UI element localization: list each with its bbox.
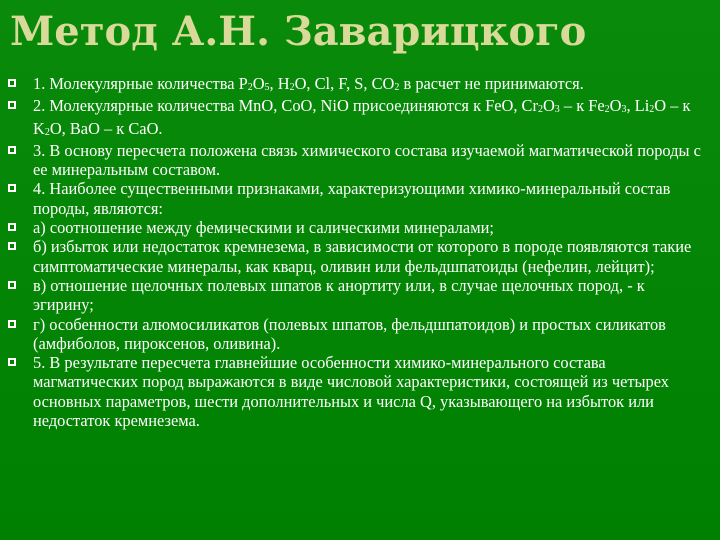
- subscript-text: 5: [264, 82, 270, 93]
- square-bullet-icon: [8, 79, 16, 87]
- item-text: в) отношение щелочных полевых шпатов к анортиту или, в случае щелочных пород, - к эгирину;: [33, 275, 645, 315]
- item-text: O: [252, 74, 265, 93]
- square-bullet-icon: [8, 101, 16, 109]
- item-text: O, BaO – к CaO.: [49, 118, 163, 138]
- subscript-text: 2: [394, 82, 400, 93]
- bullet-list: [0, 74, 720, 430]
- item-text: г) особенности алюмосиликатов (полевых шпатов, фельдшпатоидов) и простых силикатов (амфиболов, пироксенов, оливина).: [33, 314, 666, 353]
- square-bullet-icon: [8, 320, 16, 328]
- subscript-text: 2: [44, 126, 50, 138]
- list-item: [0, 141, 720, 180]
- list-item: [0, 74, 720, 96]
- item-text: O: [542, 96, 555, 116]
- subscript-text: 2: [604, 104, 610, 116]
- square-bullet-icon: [8, 358, 16, 366]
- item-text: O, Cl, F, S, CO: [294, 74, 395, 93]
- item-text: – к Fe: [559, 96, 605, 116]
- subscript-text: 2: [247, 82, 253, 93]
- item-text: б) избыток или недостаток кремнезема, в зависимости от которого в породе появляются такие симптоматические минералы, как кварц, оливин или фельдшпатоиды (нефелин, лейцит);: [33, 237, 692, 276]
- item-text: 5. В результате пересчета главнейшие особенности химико-минерального состава магматических пород выражаются в виде числовой характеристики, состоящей из четырех основных параметров, шести дополнительных и числа Q, указывающего на избыток или недостаток кремнезема.: [33, 353, 669, 431]
- item-text: 3. В основу пересчета положена связь химического состава изучаемой магматической породы с ее минеральным составом.: [33, 140, 701, 180]
- subscript-text: 2: [537, 104, 543, 116]
- list-item: [0, 315, 720, 354]
- subscript-text: 3: [621, 104, 627, 116]
- item-text: O – к K: [33, 96, 691, 138]
- square-bullet-icon: [8, 281, 16, 289]
- square-bullet-icon: [8, 223, 16, 231]
- item-text: , Li: [626, 96, 650, 116]
- square-bullet-icon: [8, 242, 16, 250]
- list-item: [0, 96, 720, 141]
- subscript-text: 2: [289, 82, 295, 93]
- item-text: , H: [269, 74, 290, 93]
- item-text: 1. Молекулярные количества P: [33, 74, 248, 93]
- square-bullet-icon: [8, 146, 16, 154]
- list-item: [0, 237, 720, 276]
- subscript-text: 2: [649, 104, 655, 116]
- slide-title: Метод А.Н. Заварицкого: [10, 8, 587, 55]
- item-text: O: [609, 96, 622, 116]
- list-item: [0, 218, 720, 237]
- item-text: 4. Наиболее существенными признаками, характеризующими химико-минеральный состав породы, являются:: [33, 179, 671, 218]
- square-bullet-icon: [8, 184, 16, 192]
- item-text: а) соотношение между фемическими и салическими минералами;: [33, 218, 494, 238]
- list-item: [0, 179, 720, 218]
- item-text: в расчет не принимаются.: [399, 74, 584, 93]
- subscript-text: 3: [554, 104, 560, 116]
- item-text: 2. Молекулярные количества MnO, CoO, NiO присоединяются к FeO, Cr: [33, 96, 538, 116]
- list-item: [0, 276, 720, 315]
- list-item: [0, 353, 720, 430]
